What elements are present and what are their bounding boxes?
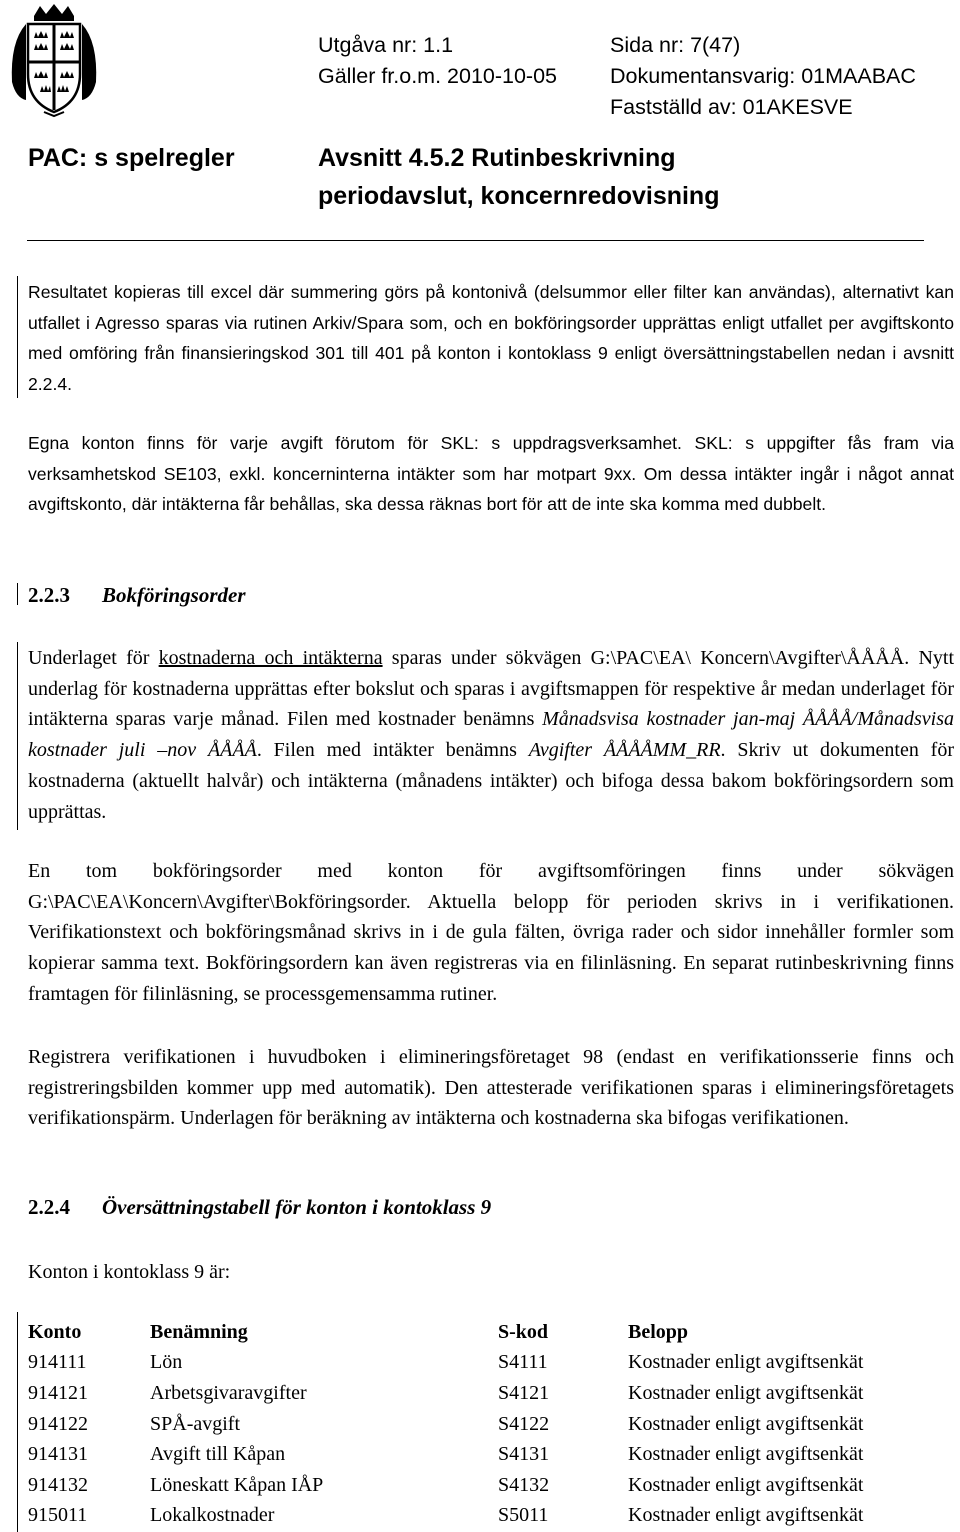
page-number: Sida nr: 7(47): [610, 33, 741, 57]
coat-of-arms-logo: [4, 2, 104, 118]
table-row: [28, 1470, 928, 1501]
table-row: [28, 1378, 928, 1409]
s-code-cell: S5011: [498, 1504, 549, 1527]
table-row: [28, 1439, 928, 1470]
account-translation-table: [28, 1317, 928, 1531]
amount-cell: Kostnader enligt avgiftsenkät: [628, 1412, 864, 1435]
change-bar: [17, 583, 18, 605]
edition-number: Utgåva nr: 1.1: [318, 33, 454, 57]
section-title: Bokföringsorder: [102, 583, 246, 607]
paragraph-result-copy: Resultatet kopieras till excel där summering görs på kontonivå (delsummor eller filter kan användas), alternativt kan utfallet i Agresso sparas via rutinen Arkiv/Spara som, och en bokföringsorder upprättas enligt utfallet per avgiftskonto med omföring från finansieringskod 301 till 401 på konton i kontoklass 9 enligt översättningstabellen nedan i avsnitt 2.2.4.: [28, 282, 954, 395]
paragraph-register: Registrera verifikationen i huvudboken i elimineringsföretaget 98 (endast en verifikationsserie finns och registreringsbilden kommer upp med automatik). Den attesterade verifikationen sparas i elimineringsföretagets verifikationspärm. Underlagen för beräkning av intäkterna och kostnaderna ska bifogas verifikationen.: [28, 1046, 954, 1130]
account-cell: 915011: [28, 1504, 88, 1527]
name-cell: Avgift till Kåpan: [150, 1443, 286, 1466]
paragraph-own-accounts: Egna konton finns för varje avgift förutom för SKL: s uppdragsverksamhet. SKL: s uppgifter fås fram via verksamhetskod SE103, exkl. koncerninterna intäkter som har motpart 9xx. Om dessa intäkter ingår i något annat avgiftskonto, där intäkterna får behållas, ska dessa räknas bort för att de inte ska komma med dubbelt.: [28, 433, 954, 515]
section-heading-2-2-3: [28, 583, 246, 608]
amount-cell: Kostnader enligt avgiftsenkät: [628, 1351, 864, 1374]
amount-cell: Kostnader enligt avgiftsenkät: [628, 1504, 864, 1527]
table-row: [28, 1409, 928, 1440]
table-row: [28, 1501, 928, 1532]
paragraph-underlag: Underlaget för kostnaderna och intäkterna sparas under sökvägen G:\PAC\EA\ Koncern\Avgifter\ÅÅÅÅ. Nytt underlag för kostnaderna upprättas efter bokslut och sparas i avgiftsmappen för respektive år medan underlaget för intäkterna sparas varje månad. Filen med kostnader benämns Månadsvisa kostnader jan-maj ÅÅÅÅ/Månadsvisa kostnader juli –nov ÅÅÅÅ. Filen med intäkter benämns Avgifter ÅÅÅÅMM_RR. Skriv ut dokumenten för kostnaderna (aktuellt halvår) och intäkterna (månadens intäkter) och bifoga dessa bakom bokföringsordern som upprättas.: [28, 647, 955, 823]
section-number: 2.2.4: [28, 1195, 70, 1219]
column-header: Konto: [28, 1320, 82, 1343]
account-cell: 914131: [28, 1443, 88, 1466]
column-header: Benämning: [150, 1320, 248, 1343]
name-cell: SPÅ-avgift: [150, 1412, 240, 1435]
header-divider: [27, 240, 924, 241]
valid-from-date: Gäller fr.o.m. 2010-10-05: [318, 64, 558, 88]
change-bar: [17, 642, 18, 830]
document-owner: Dokumentansvarig: 01MAABAC: [610, 64, 916, 88]
account-cell: 914122: [28, 1412, 88, 1435]
s-code-cell: S4121: [498, 1381, 550, 1404]
name-cell: Löneskatt Kåpan IÅP: [150, 1473, 324, 1496]
change-bar: [17, 1312, 18, 1532]
name-cell: Arbetsgivaravgifter: [150, 1381, 307, 1404]
name-cell: Lokalkostnader: [150, 1504, 275, 1527]
paragraph-accounts-intro: Konton i kontoklass 9 är:: [28, 1261, 231, 1283]
amount-cell: Kostnader enligt avgiftsenkät: [628, 1473, 864, 1496]
section-heading-2-2-4: [28, 1195, 491, 1220]
paragraph-empty-order: En tom bokföringsorder med konton för avgiftsomföringen finns under sökvägen G:\PAC\EA\Koncern\Avgifter\Bokföringsorder. Aktuella belopp för perioden skrivs in i verifikationen. Verifikationstext och bokföringsmånad skrivs in i de gula fälten, övriga rader och sidor innehåller formler som kopierar samma text. Bokföringsordern kan även registreras via en filinläsning. En separat rutinbeskrivning finns framtagen för filinläsning, se processgemensamma rutiner.: [28, 860, 954, 1005]
name-cell: Lön: [150, 1351, 183, 1374]
organization-title: PAC: s spelregler: [28, 144, 235, 172]
s-code-cell: S4131: [498, 1443, 550, 1466]
column-header: S-kod: [498, 1320, 549, 1343]
section-title: Översättningstabell för konton i kontoklass 9: [102, 1195, 492, 1219]
underlined-phrase: kostnaderna och intäkterna: [158, 647, 383, 669]
section-number: 2.2.3: [28, 583, 70, 607]
amount-cell: Kostnader enligt avgiftsenkät: [628, 1443, 864, 1466]
amount-cell: Kostnader enligt avgiftsenkät: [628, 1381, 864, 1404]
s-code-cell: S4122: [498, 1412, 550, 1435]
account-cell: 914111: [28, 1351, 87, 1374]
s-code-cell: S4132: [498, 1473, 550, 1496]
change-bar: [17, 276, 18, 398]
table-header-row: [28, 1317, 928, 1348]
column-header: Belopp: [628, 1320, 689, 1343]
account-cell: 914121: [28, 1381, 88, 1404]
account-cell: 914132: [28, 1473, 88, 1496]
section-title-line-1: Avsnitt 4.5.2 Rutinbeskrivning: [318, 144, 676, 172]
s-code-cell: S4111: [498, 1351, 548, 1374]
section-title-line-2: periodavslut, koncernredovisning: [318, 182, 720, 210]
table-row: [28, 1348, 928, 1379]
approved-by: Fastställd av: 01AKESVE: [610, 95, 853, 119]
